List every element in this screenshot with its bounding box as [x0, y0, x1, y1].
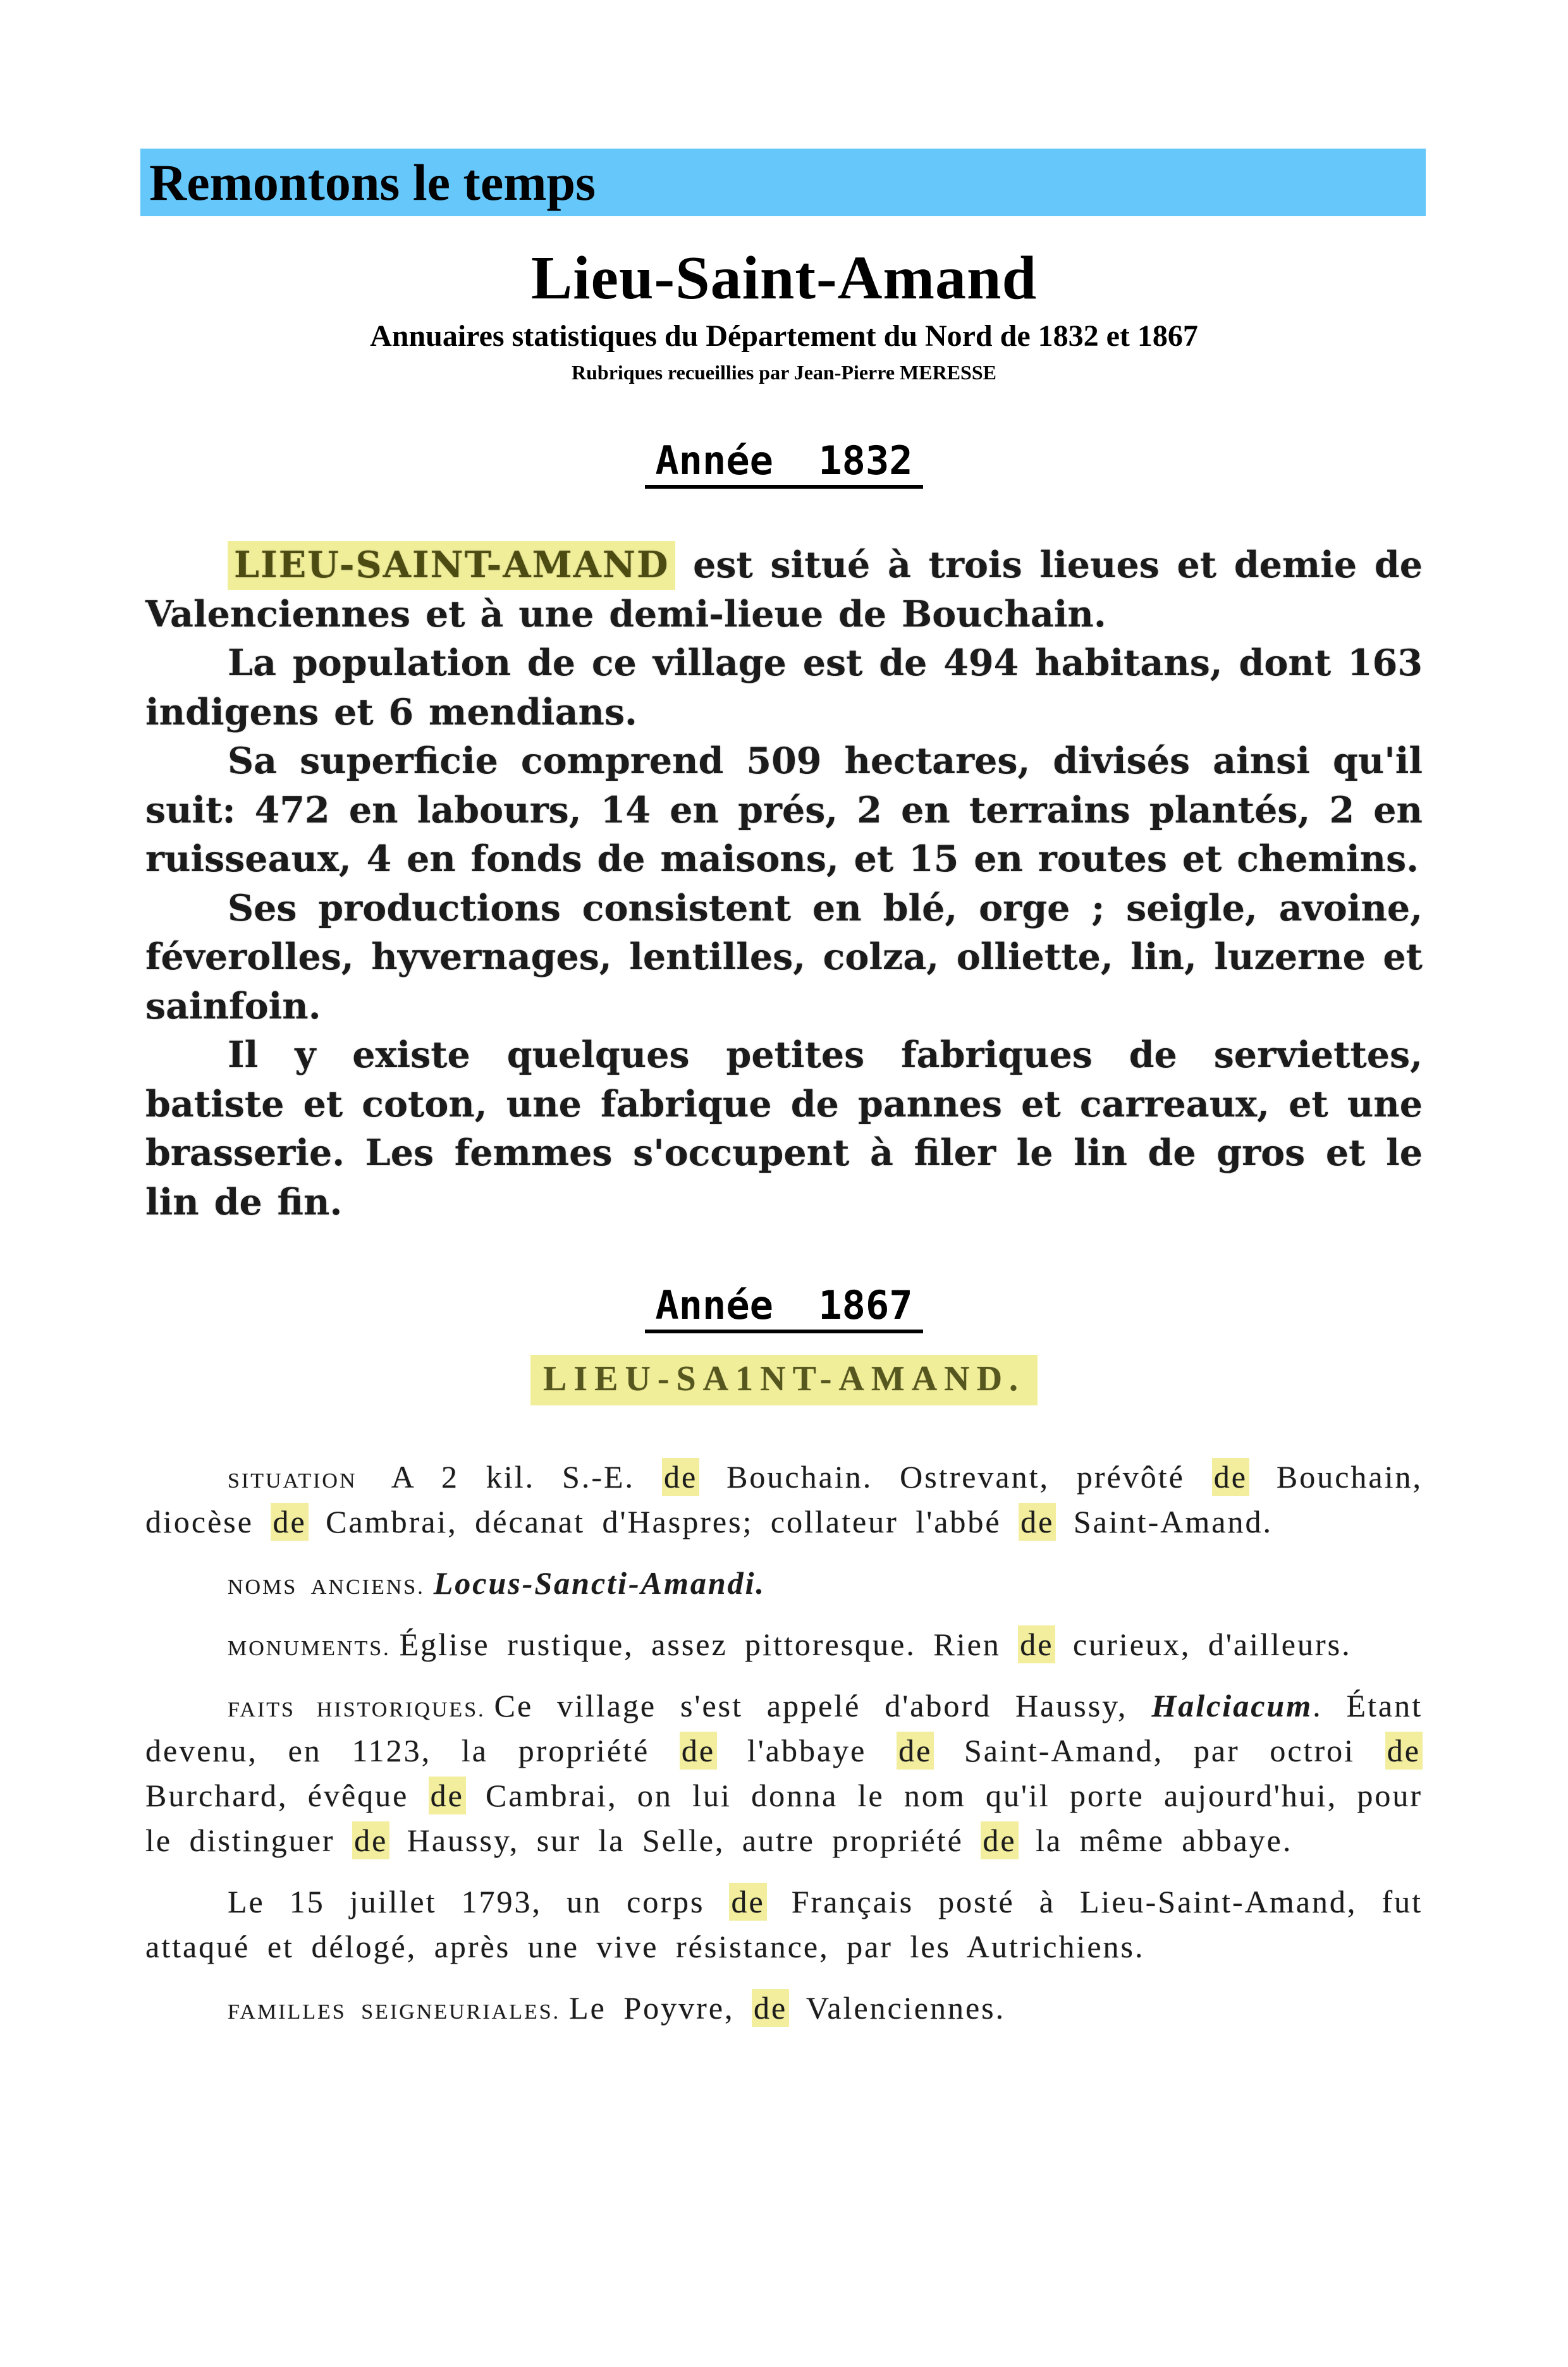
- paragraph: [145, 541, 1423, 639]
- latin-name: Locus-Sancti-Amandi.: [433, 1565, 766, 1601]
- page-title: Lieu-Saint-Amand: [530, 244, 1038, 312]
- paragraph: [145, 1986, 1423, 2031]
- highlighted-term: de: [1018, 1625, 1055, 1663]
- paragraph: [145, 1622, 1423, 1667]
- text-segment: . Étant devenu, en 1123, la propriété: [145, 1688, 1423, 1769]
- heading-annee-1832: Année 1832: [645, 440, 922, 489]
- text-segment: Ce village s'est appelé d'abord Haussy,: [494, 1688, 1152, 1724]
- text-segment: l'abbaye: [717, 1733, 897, 1769]
- text-segment: la même abbaye.: [1018, 1823, 1293, 1859]
- text-segment: est situé à trois lieues et demie de Valenciennes et à une demi-lieue de Bouchain.: [145, 544, 1423, 635]
- heading-annee-1867: Année 1867: [645, 1285, 922, 1333]
- latin-name: Halciacum: [1151, 1688, 1313, 1724]
- page-subtitle: Annuaires statistiques du Département du Nord de 1832 et 1867: [370, 319, 1198, 353]
- scan-text-1867: [145, 1455, 1423, 2031]
- paragraph: [145, 1684, 1423, 1863]
- text-segment: Valenciennes.: [789, 1990, 1006, 2026]
- highlighted-term: de: [1212, 1458, 1249, 1496]
- highlighted-term: de: [981, 1821, 1018, 1859]
- highlighted-term: de: [352, 1821, 389, 1859]
- text-segment: Sa superficie comprend 509 hectares, divisés ainsi qu'il suit: 472 en labours, 14 en prés, 2 en terrains plantés, 2 en ruisseaux, 4 en fonds de maisons, et 15 en routes et chemins.: [145, 740, 1423, 881]
- text-segment: Cambrai, on lui donna le nom qu'il porte aujourd'hui, pour le distinguer: [145, 1778, 1423, 1859]
- text-segment: Église rustique, assez pittoresque. Rien: [399, 1627, 1019, 1663]
- document-page: [0, 149, 1568, 2367]
- text-segment: Ses productions consistent en blé, orge ; seigle, avoine, féverolles, hyvernages, lentilles, colza, olliette, lin, luzerne et sainfoin.: [145, 886, 1423, 1027]
- text-segment: Haussy, sur la Selle, autre propriété: [389, 1823, 981, 1859]
- paragraph: [145, 1031, 1423, 1226]
- paragraph: [145, 1561, 1423, 1606]
- text-segment: Il y existe quelques petites fabriques de serviettes, batiste et coton, une fabrique de pannes et carreaux, et une brasserie. Les femmes s'occupent à filer le lin de gros et le lin de fin.: [145, 1034, 1423, 1223]
- highlighted-term: de: [662, 1458, 699, 1496]
- section-1867: [0, 1282, 1568, 1333]
- highlighted-place-name: LIEU-SAINT-AMAND: [228, 541, 675, 590]
- text-segment: curieux, d'ailleurs.: [1055, 1627, 1352, 1663]
- scan-title-1867: LIEU-SA1NT-AMAND.: [530, 1355, 1038, 1405]
- paragraph: [145, 1455, 1423, 1544]
- paragraph: [145, 1880, 1423, 1969]
- section-1832: [0, 437, 1568, 489]
- section-label: FAITS HISTORIQUES.: [228, 1698, 486, 1722]
- paragraph: [145, 737, 1423, 884]
- text-segment: Burchard, évêque: [145, 1778, 429, 1814]
- scan-title-wrap: [0, 1355, 1568, 1405]
- scan-text-1832: [145, 541, 1423, 1226]
- text-segment: La population de ce village est de 494 habitans, dont 163 indigens et 6 mendians.: [145, 642, 1423, 733]
- text-segment: Le 15 juillet 1793, un corps: [228, 1884, 730, 1920]
- highlighted-term: de: [1019, 1503, 1056, 1541]
- section-label: NOMS ANCIENS.: [228, 1575, 425, 1599]
- highlighted-term: de: [680, 1732, 717, 1770]
- highlighted-term: de: [1385, 1732, 1423, 1770]
- text-segment: Cambrai, décanat d'Haspres; collateur l'abbé: [308, 1504, 1019, 1540]
- highlighted-term: de: [897, 1732, 934, 1770]
- highlighted-term: de: [429, 1777, 466, 1814]
- section-label: MONUMENTS.: [228, 1637, 391, 1661]
- text-segment: Bouchain, diocèse: [145, 1459, 1423, 1540]
- text-segment: Saint-Amand, par octroi: [934, 1733, 1385, 1769]
- highlighted-term: de: [752, 1989, 789, 2027]
- highlighted-term: de: [729, 1883, 766, 1921]
- highlighted-term: de: [271, 1503, 308, 1541]
- section-label: FAMILLES SEIGNEURIALES.: [228, 2000, 561, 2024]
- text-segment: Le Poyvre,: [569, 1990, 752, 2026]
- text-segment: A 2 kil. S.-E.: [365, 1459, 662, 1495]
- paragraph: [145, 639, 1423, 737]
- byline: Rubriques recueillies par Jean-Pierre MERESSE: [572, 361, 996, 384]
- section-label: SITUATION: [228, 1469, 357, 1493]
- banner-title: Remontons le temps: [149, 153, 596, 211]
- paragraph: [145, 884, 1423, 1031]
- text-segment: Saint-Amand.: [1056, 1504, 1273, 1540]
- text-segment: Français posté à Lieu-Saint-Amand, fut attaqué et délogé, après une vive résistance, par les Autrichiens.: [145, 1884, 1423, 1965]
- banner: [140, 149, 1426, 216]
- text-segment: Bouchain. Ostrevant, prévôté: [699, 1459, 1212, 1495]
